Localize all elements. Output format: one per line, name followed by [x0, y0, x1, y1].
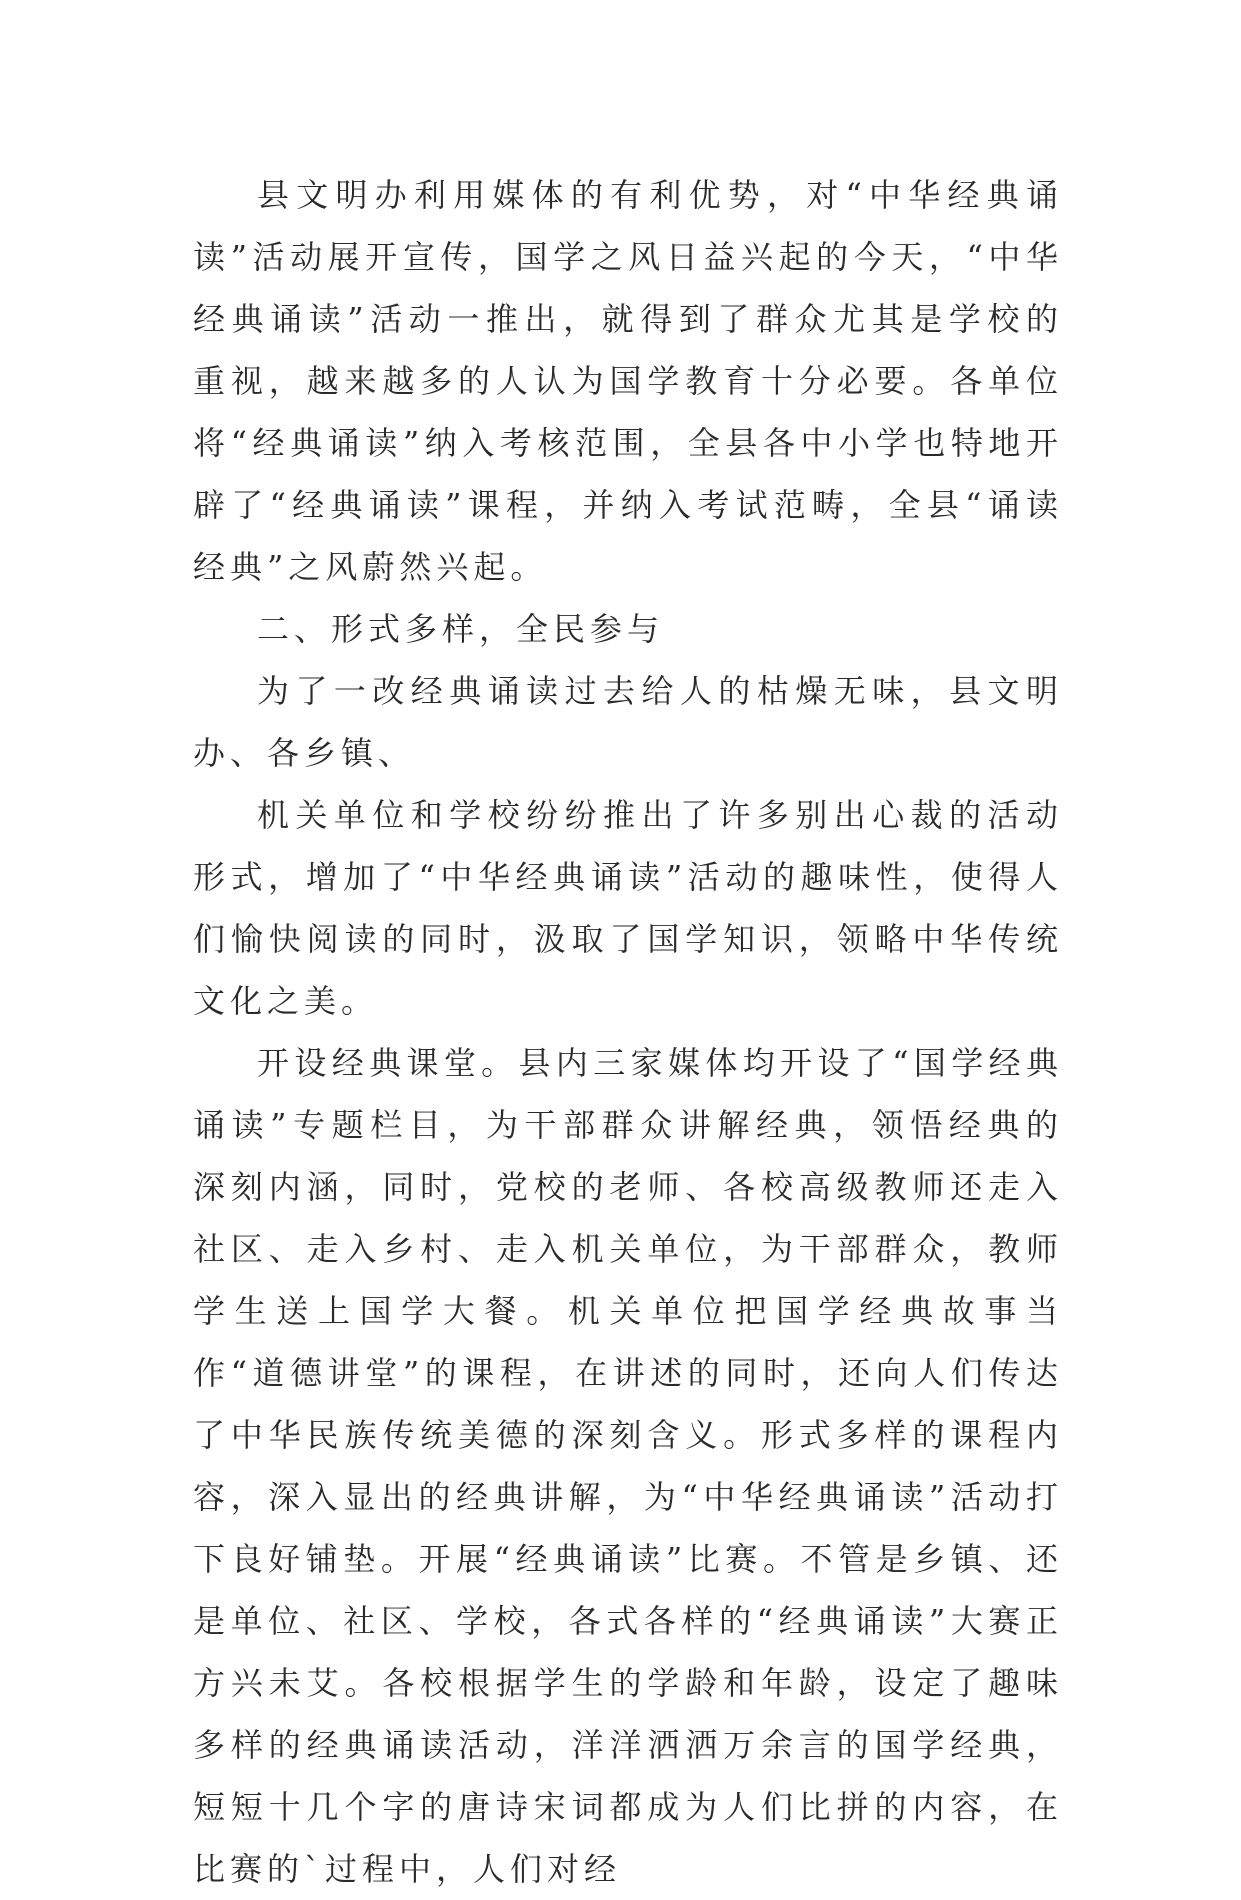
- document-body: [193, 164, 1063, 1900]
- paragraph-classroom: 开设经典课堂。县内三家媒体均开设了“国学经典诵读”专题栏目，为干部群众讲解经典，领悟经典的深刻内涵，同时，党校的老师、各校高级教师还走入社区、走入乡村、走入机关单位，为干部群众，教师学生送上国学大餐。机关单位把国学经典故事当作“道德讲堂”的课程，在讲述的同时，还向人们传达了中华民族传统美德的深刻含义。形式多样的课程内容，深入显出的经典讲解，为“中华经典诵读”活动打下良好铺垫。开展“经典诵读”比赛。不管是乡镇、还是单位、社区、学校，各式各样的“经典诵读”大赛正方兴未艾。各校根据学生的学龄和年龄，设定了趣味多样的经典诵读活动，洋洋洒洒万余言的国学经典，短短十几个字的唐诗宋词都成为人们比拼的内容，在比赛的`过程中，人们对经: [193, 1044, 1063, 1888]
- section-heading-2: 二、形式多样，全民参与: [257, 610, 665, 648]
- paragraph-intro-forms: 为了一改经典诵读过去给人的枯燥无味，县文明办、各乡镇、: [193, 672, 1063, 772]
- paragraph-activities: 机关单位和学校纷纷推出了许多别出心裁的活动形式，增加了“中华经典诵读”活动的趣味性，使得人们愉快阅读的同时，汲取了国学知识，领略中华传统文化之美。: [193, 796, 1063, 1020]
- paragraph-publicity: 县文明办利用媒体的有利优势，对“中华经典诵读”活动展开宣传，国学之风日益兴起的今天，“中华经典诵读”活动一推出，就得到了群众尤其是学校的重视，越来越多的人认为国学教育十分必要。各单位将“经典诵读”纳入考核范围，全县各中小学也特地开辟了“经典诵读”课程，并纳入考试范畴，全县“诵读经典”之风蔚然兴起。: [193, 176, 1063, 586]
